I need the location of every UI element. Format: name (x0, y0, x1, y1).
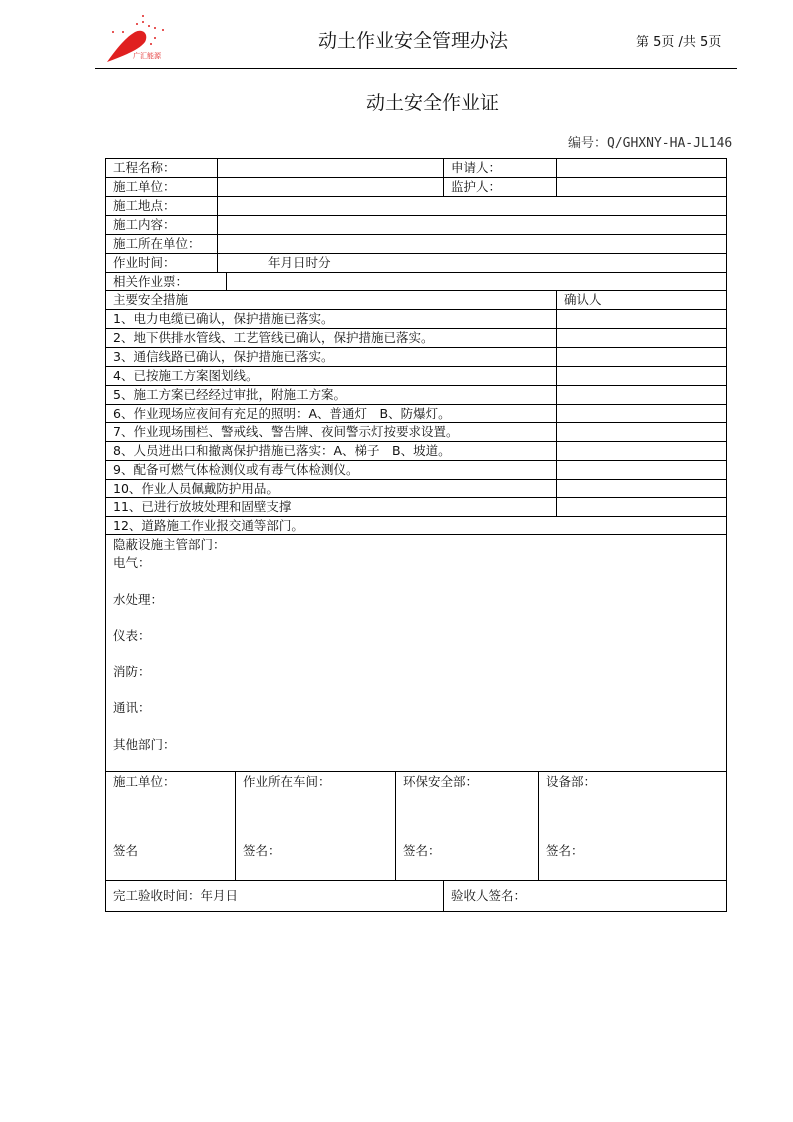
measure-item: 3、通信线路已确认，保护措施已落实。 (105, 347, 557, 367)
confirmer-field[interactable] (556, 309, 727, 329)
acceptance-time[interactable]: 完工验收时间：年月日 (105, 880, 444, 912)
content-field[interactable] (217, 215, 727, 235)
confirmer-field[interactable] (556, 404, 727, 423)
measure-item: 12、道路施工作业报交通等部门。 (105, 516, 727, 535)
confirmer-field[interactable] (556, 460, 727, 480)
label-owner-unit: 施工所在单位： (105, 234, 218, 254)
location-field[interactable] (217, 196, 727, 216)
confirmer-field[interactable] (556, 479, 727, 498)
signoff-hse[interactable] (395, 771, 539, 881)
measure-item: 9、配备可燃气体检测仪或有毒气体检测仪。 (105, 460, 557, 480)
confirmer-field[interactable] (556, 385, 727, 405)
confirmer-header: 确认人 (556, 290, 727, 310)
measure-item: 1、电力电缆已确认，保护措施已落实。 (105, 309, 557, 329)
confirmer-field[interactable] (556, 366, 727, 386)
signoff-construction-unit[interactable] (105, 771, 236, 881)
acceptor-signature[interactable]: 验收人签名： (443, 880, 727, 912)
label-construction-unit: 施工单位： (105, 177, 218, 197)
applicant-field[interactable] (556, 158, 727, 178)
label-applicant: 申请人： (443, 158, 557, 178)
dept-fire: 消防： (113, 664, 151, 679)
construction-unit-field[interactable] (217, 177, 444, 197)
label-related-tickets: 相关作业票： (105, 272, 227, 291)
signoff-label: 设备部： (546, 774, 597, 789)
measure-item: 2、地下供排水管线、工艺管线已确认，保护措施已落实。 (105, 328, 557, 348)
measure-item: 10、作业人员佩戴防护用品。 (105, 479, 557, 498)
related-tickets-field[interactable] (226, 272, 727, 291)
measures-header: 主要安全措施 (105, 290, 557, 310)
document-title: 动土安全作业证 (366, 92, 500, 114)
dept-other: 其他部门： (113, 737, 176, 752)
measure-item: 6、作业现场应夜间有充足的照明：A、普通灯 B、防爆灯。 (105, 404, 557, 423)
confirmer-field[interactable] (556, 441, 727, 461)
page-indicator: 第 5页 /共 5页 (636, 35, 722, 50)
signoff-equipment[interactable] (538, 771, 727, 881)
header-divider (95, 68, 737, 69)
dept-instrument: 仪表： (113, 628, 151, 643)
signoff-label: 作业所在车间： (243, 774, 331, 789)
dept-electrical: 电气： (113, 555, 151, 570)
confirmer-field[interactable] (556, 347, 727, 367)
svg-text:广汇能源: 广汇能源 (133, 52, 161, 60)
owner-unit-field[interactable] (217, 234, 727, 254)
label-guardian: 监护人： (443, 177, 557, 197)
signoff-workshop[interactable] (235, 771, 396, 881)
signoff-label: 施工单位： (113, 774, 176, 789)
signature-label: 签名： (243, 843, 281, 858)
label-content: 施工内容： (105, 215, 218, 235)
measure-item: 11、已进行放坡处理和固壁支撑 (105, 497, 557, 517)
guardian-field[interactable] (556, 177, 727, 197)
document-code: 编号：Q/GHXNY-HA-JL146 (568, 136, 733, 151)
label-project-name: 工程名称： (105, 158, 218, 178)
signoff-label: 环保安全部： (403, 774, 479, 789)
project-name-field[interactable] (217, 158, 444, 178)
measure-item: 5、施工方案已经经过审批，附施工方案。 (105, 385, 557, 405)
confirmer-field[interactable] (556, 422, 727, 442)
measure-item: 7、作业现场围栏、警戒线、警告牌、夜间警示灯按要求设置。 (105, 422, 557, 442)
signature-label: 签名 (113, 843, 139, 858)
header-title: 动土作业安全管理办法 (318, 30, 509, 52)
dept-water: 水处理： (113, 592, 164, 607)
label-work-time: 作业时间： (105, 253, 218, 273)
signature-label: 签名： (546, 843, 584, 858)
dept-telecom: 通讯： (113, 700, 151, 715)
company-logo (103, 12, 169, 64)
work-time-field[interactable]: 年月日时分 (217, 253, 727, 273)
hidden-facilities-section[interactable] (105, 534, 727, 772)
label-location: 施工地点： (105, 196, 218, 216)
hidden-facilities-title: 隐蔽设施主管部门： (113, 537, 226, 552)
measure-item: 4、已按施工方案图划线。 (105, 366, 557, 386)
signature-label: 签名： (403, 843, 441, 858)
confirmer-field[interactable] (556, 328, 727, 348)
confirmer-field[interactable] (556, 497, 727, 517)
measure-item: 8、人员进出口和撤离保护措施已落实：A、梯子 B、坡道。 (105, 441, 557, 461)
